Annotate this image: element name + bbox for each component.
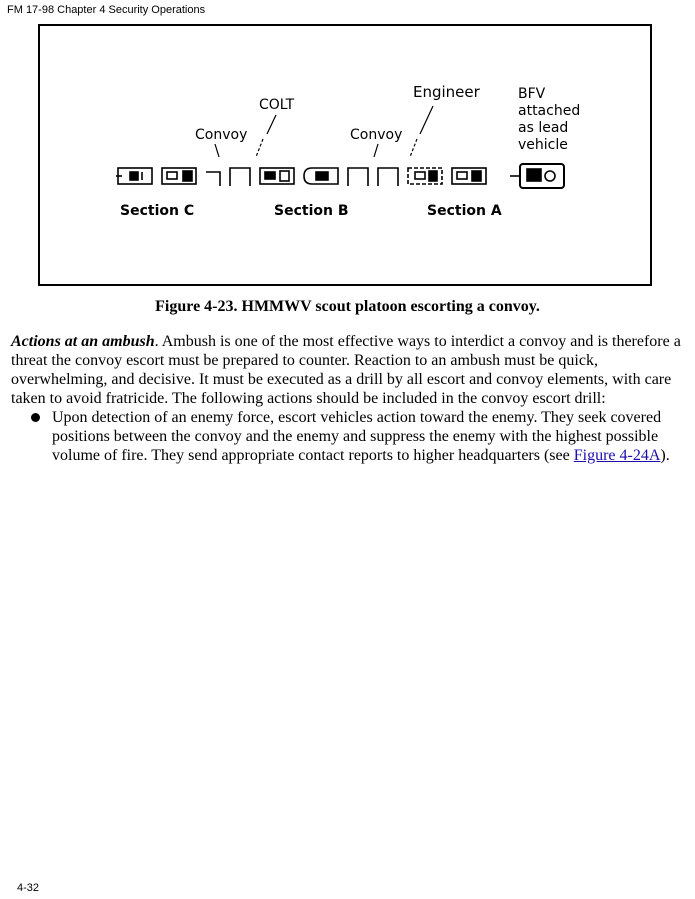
label-colt: COLT	[259, 97, 295, 113]
paragraph-text: . Ambush is one of the most effective ways to interdict a convoy and is therefore a threat the convoy escort must be prepared to counter. Reaction to an ambush must be quick, overwhelming, and decisive. It must be executed as a drill by all escort and convoy elements, with care taken to avoid fratricide. The following actions should be included in the convoy escort drill:	[11, 333, 681, 407]
label-engineer: Engineer	[413, 83, 480, 101]
hmmwv-icon	[452, 168, 486, 184]
convoy-truck-icon	[348, 168, 398, 186]
hmmwv-icon	[304, 168, 338, 184]
hmmwv-icon	[408, 168, 442, 184]
list-item	[11, 408, 683, 465]
bfv-icon	[510, 164, 564, 188]
convoy-diagram	[40, 26, 650, 284]
vehicle-row	[116, 164, 564, 188]
label-convoy-left: Convoy	[195, 127, 248, 143]
figure-4-24a-link[interactable]: Figure 4-24A	[573, 447, 661, 464]
label-convoy-right: Convoy	[350, 127, 403, 143]
label-bfv-line4: vehicle	[518, 137, 568, 153]
paragraph-lead: Actions at an ambush	[11, 333, 155, 350]
figure-frame	[38, 24, 652, 286]
page-number: 4-32	[17, 882, 40, 894]
hmmwv-icon	[162, 168, 196, 184]
label-bfv-line3: as lead	[518, 120, 569, 136]
label-bfv-line1: BFV	[518, 86, 546, 102]
running-header: FM 17-98 Chapter 4 Security Operations	[7, 4, 206, 16]
label-section-a: Section A	[427, 203, 502, 219]
label-section-b: Section B	[274, 203, 349, 219]
body-paragraph	[11, 332, 683, 408]
bullet-icon	[31, 413, 40, 422]
hmmwv-icon	[260, 168, 294, 184]
hmmwv-icon	[116, 168, 152, 184]
label-section-c: Section C	[120, 203, 195, 219]
convoy-truck-icon	[206, 168, 250, 186]
figure-caption: Figure 4-23. HMMWV scout platoon escorting a convoy.	[155, 298, 540, 315]
label-bfv-line2: attached	[518, 103, 581, 119]
list-item-text: Upon detection of an enemy force, escort vehicles action toward the enemy. They seek covered positions between the convoy and the enemy and suppress the enemy with the highest possible volume of fire. They send appropriate contact reports to higher headquarters (see	[52, 409, 662, 464]
list-item-tail: ).	[660, 447, 670, 464]
drill-action-list	[11, 408, 683, 465]
